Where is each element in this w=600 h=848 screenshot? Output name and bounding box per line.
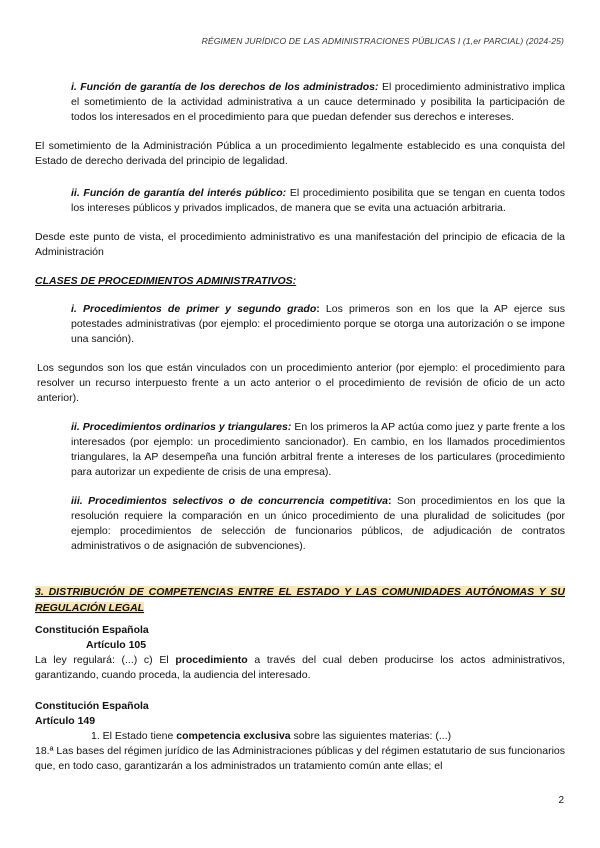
class-ordinary-triangular (35, 420, 565, 480)
ce-105-text-after: a través del cual deben producirse los actos administrativos, garantizando, cuando proceda, la audiencia del interesado. (35, 654, 565, 681)
ce-105-text-before: La ley regulará: (...) c) El (35, 654, 176, 666)
ce-149-constitution: Constitución Española (35, 700, 149, 712)
classes-title: CLASES DE PROCEDIMIENTOS ADMINISTRATIVOS: (35, 275, 297, 287)
function-public-interest (35, 186, 565, 216)
viewpoint-paragraph: Desde este punto de vista, el procedimiento administrativo es una manifestación del principio de eficacia de la Administración (35, 231, 565, 258)
class-second-grade-paragraph: Los segundos son los que están vinculados con un procedimiento anterior (por ejemplo: el procedimiento para resolver un recurso interpuesto frente a un acto anterior o el procedimiento de revisión de oficio de un acto anterior). (37, 362, 565, 404)
class-selective-lead: iii. Procedimientos selectivos o de concurrencia competitiva (71, 495, 388, 507)
ce-149-item-bold: competencia exclusiva (176, 730, 291, 742)
ce-105-text (35, 653, 565, 683)
function-guarantee-rights-lead: i. Función de garantía de los derechos de los administrados: (71, 81, 379, 93)
class-first-second-grade-text: Los primeros son en los que la AP ejerce sus potestades administrativas (por ejemplo: el procedimiento porque se otorga una autorización o se impone una sanción). (71, 303, 566, 345)
ce-149-point-18: 18.ª Las bases del régimen jurídico de las Administraciones públicas y del régimen estatutario de sus funcionarios que, en todo caso, garantizarán a los administrados un tratamiento común ante ellas; el (35, 745, 565, 772)
page-body (35, 80, 565, 774)
ce-105-article: Artículo 105 (86, 639, 147, 651)
ce-149-article: Artículo 149 (35, 715, 96, 727)
section-3-heading: 3. DISTRIBUCIÓN DE COMPETENCIAS ENTRE EL ESTADO Y LAS COMUNIDADES AUTÓNOMAS Y SU REGULACIÓN LEGAL (35, 586, 565, 614)
function-public-interest-text: El procedimiento posibilita que se tengan en cuenta todos los intereses públicos y privados implicados, de manera que se evita una actuación arbitraria. (71, 187, 565, 214)
ce-149-item-after: sobre las siguientes materias: (...) (290, 730, 452, 742)
class-first-second-grade (35, 302, 565, 347)
class-selective (35, 494, 565, 554)
ce-149-item-1 (35, 729, 565, 744)
class-selective-text: Son procedimientos en los que la resolución requiere la comparación en un único procedimiento de una pluralidad de solicitudes (por ejemplo: procedimientos de selección de funcionarios públicos, de adjudicación de contratos administrativos o de asignación de subvenciones). (71, 495, 565, 552)
running-header: RÉGIMEN JURÍDICO DE LAS ADMINISTRACIONES PÚBLICAS I (1,er PARCIAL) (2024-25) (201, 36, 564, 46)
ce-105-constitution: Constitución Española (35, 624, 149, 636)
function-guarantee-rights-text: El procedimiento administrativo implica el sometimiento de la actividad administrativa a un cauce determinado y posibilita la participación de todos los interesados en el procedimiento para que puedan defender sus derechos e intereses. (71, 81, 565, 123)
class-first-second-grade-lead: i. Procedimientos de primer y segundo grado (71, 303, 317, 315)
class-selective-colon: : (388, 495, 392, 507)
class-first-second-grade-colon: : (316, 303, 320, 315)
function-public-interest-lead: ii. Función de garantía del interés público: (71, 187, 287, 199)
submission-paragraph: El sometimiento de la Administración Pública a un procedimiento legalmente establecido es una conquista del Estado de derecho derivada del principio de legalidad. (35, 140, 565, 167)
class-ordinary-triangular-lead: ii. Procedimientos ordinarios y triangulares: (71, 421, 292, 433)
ce-105-text-bold: procedimiento (175, 654, 248, 666)
page-number: 2 (558, 795, 564, 806)
class-ordinary-triangular-text: En los primeros la AP actúa como juez y parte frente a los interesados (por ejemplo: un procedimiento sancionador). En cambio, en los llamados procedimientos triangulares, la AP desempeña una función arbitral frente a intereses de los particulares (procedimiento para autorizar un expediente de crisis de una empresa). (71, 421, 566, 478)
section-3-heading-block (35, 584, 565, 616)
function-guarantee-rights (35, 80, 565, 125)
ce-149-item-before: 1. El Estado tiene (91, 730, 177, 742)
